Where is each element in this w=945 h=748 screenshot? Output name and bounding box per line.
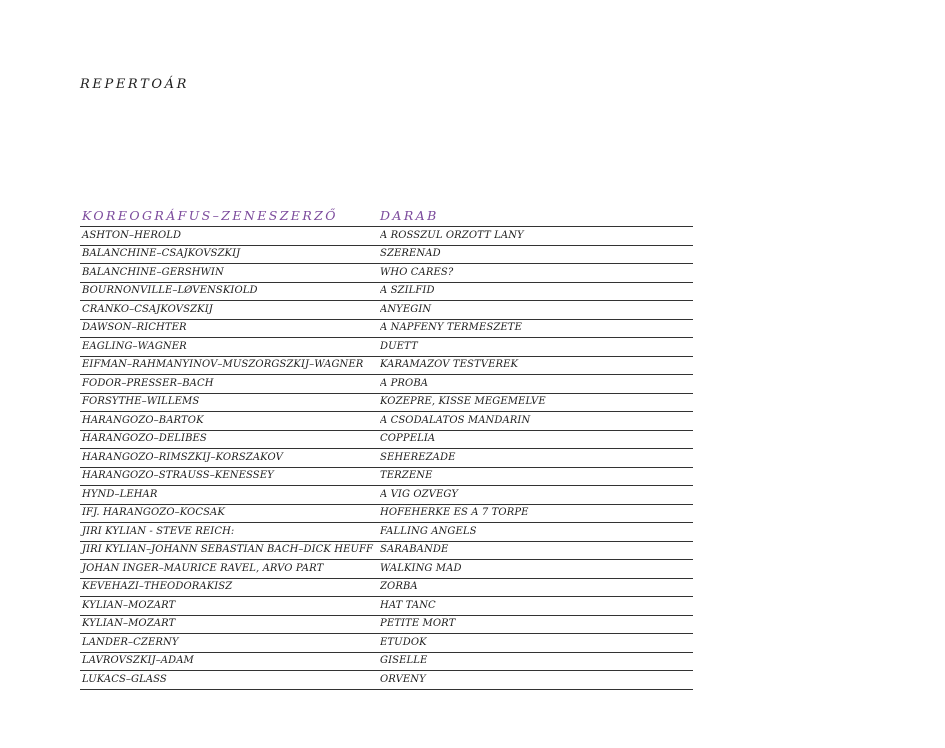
cell-piece: A NAPFÉNY TERMÉSZETE (380, 322, 522, 334)
cell-piece: HAT TÁNC (380, 599, 436, 611)
cell-piece: HÓFEHÉRKE ÉS A 7 TÖRPE (380, 507, 529, 519)
cell-piece: FALLING ANGELS (380, 525, 477, 537)
table-row (80, 301, 693, 320)
table-row (80, 671, 693, 690)
cell-choreographer-composer: KEVEHÁZI–THEODORAKISZ (82, 581, 233, 593)
table-row (80, 597, 693, 616)
cell-piece: WALKING MAD (380, 562, 462, 574)
table-row (80, 616, 693, 635)
cell-choreographer-composer: LAVROVSZKIJ–ADAM (82, 655, 194, 667)
header-choreographer-composer: KOREOGRÁFUS–ZENESZERZŐ (82, 208, 338, 223)
table-row (80, 449, 693, 468)
table-row (80, 431, 693, 450)
cell-choreographer-composer: HARANGOZÓ–DELIBES (82, 433, 207, 445)
cell-choreographer-composer: CRANKO–CSAJKOVSZKIJ (82, 303, 213, 315)
table-row (80, 375, 693, 394)
cell-piece: SEHEREZÁDÉ (380, 451, 456, 463)
cell-choreographer-composer: JIŘI KYLIÁN–JOHANN SEBASTIAN BACH–DICK HEUFF (82, 544, 374, 556)
cell-choreographer-composer: KYLIÁN–MOZART (82, 618, 176, 630)
table-row (80, 320, 693, 339)
cell-piece: KÖZÉPRE, KISSÉ MEGEMELVE (380, 396, 546, 408)
cell-choreographer-composer: IFJ. HARANGOZÓ–KOCSÁK (82, 507, 225, 519)
cell-choreographer-composer: EAGLING–WAGNER (82, 340, 187, 352)
cell-piece: DUETT (380, 340, 418, 352)
table-row (80, 486, 693, 505)
repertoire-table (80, 205, 693, 690)
table-row (80, 246, 693, 265)
table-row (80, 634, 693, 653)
header-piece: DARAB (380, 208, 439, 223)
table-body (80, 227, 693, 690)
cell-piece: ZORBA (380, 581, 418, 593)
cell-choreographer-composer: ASHTON–HÉROLD (82, 229, 182, 241)
cell-piece: WHO CARES? (380, 266, 454, 278)
cell-choreographer-composer: LUKÁCS–GLASS (82, 673, 167, 685)
cell-piece: SZERENÁD (380, 248, 441, 260)
cell-choreographer-composer: BALANCHINE–CSAJKOVSZKIJ (82, 248, 241, 260)
cell-choreographer-composer: LANDER–CZERNY (82, 636, 179, 648)
cell-piece: COPPÉLIA (380, 433, 436, 445)
cell-choreographer-composer: DAWSON–RICHTER (82, 322, 187, 334)
cell-choreographer-composer: HYND–LEHÁR (82, 488, 158, 500)
cell-piece: A VÍG ÖZVEGY (380, 488, 459, 500)
table-row (80, 523, 693, 542)
cell-choreographer-composer: FODOR–PRESSER–BACH (82, 377, 214, 389)
table-row (80, 560, 693, 579)
cell-piece: A CSODÁLATOS MANDARIN (380, 414, 531, 426)
table-row (80, 653, 693, 672)
cell-choreographer-composer: EIFMAN–RAHMANYINOV–MUSZORGSZKIJ–WAGNER (82, 359, 364, 371)
table-row (80, 264, 693, 283)
cell-piece: ETŰDÖK (380, 636, 427, 648)
table-row (80, 283, 693, 302)
cell-choreographer-composer: JOHAN INGER–MAURICE RAVEL, ARVO PÄRT (82, 562, 324, 574)
table-row (80, 542, 693, 561)
table-row (80, 468, 693, 487)
cell-choreographer-composer: KYLIÁN–MOZART (82, 599, 176, 611)
cell-piece: ANYEGIN (380, 303, 432, 315)
cell-piece: PETITE MORT (380, 618, 456, 630)
cell-choreographer-composer: HARANGOZÓ–RIMSZKIJ–KORSZAKOV (82, 451, 283, 463)
cell-piece: KARAMAZOV TESTVÉREK (380, 359, 519, 371)
table-header-row (80, 205, 693, 227)
cell-piece: ÖRVÉNY (380, 673, 426, 685)
table-row (80, 227, 693, 246)
cell-piece: A ROSSZUL ŐRZÖTT LÁNY (380, 229, 524, 241)
cell-choreographer-composer: HARANGOZÓ–STRAUSS–KENESSEY (82, 470, 274, 482)
table-row (80, 338, 693, 357)
cell-piece: A SZILFID (380, 285, 435, 297)
table-row (80, 579, 693, 598)
cell-piece: A PRÓBA (380, 377, 429, 389)
cell-choreographer-composer: FORSYTHE–WILLEMS (82, 396, 200, 408)
cell-choreographer-composer: HARANGOZÓ–BARTÓK (82, 414, 204, 426)
cell-piece: SARABANDE (380, 544, 449, 556)
page-title: REPERTOÁR (80, 77, 189, 92)
cell-choreographer-composer: BOURNONVILLE–LØVENSKIOLD (82, 285, 258, 297)
cell-piece: GISELLE (380, 655, 428, 667)
table-row (80, 412, 693, 431)
cell-choreographer-composer: JIŘI KYLIÁN - STEVE REICH: (82, 525, 235, 537)
cell-choreographer-composer: BALANCHINE–GERSHWIN (82, 266, 224, 278)
cell-piece: TÉRZENE (380, 470, 433, 482)
table-row (80, 394, 693, 413)
table-row (80, 357, 693, 376)
table-row (80, 505, 693, 524)
